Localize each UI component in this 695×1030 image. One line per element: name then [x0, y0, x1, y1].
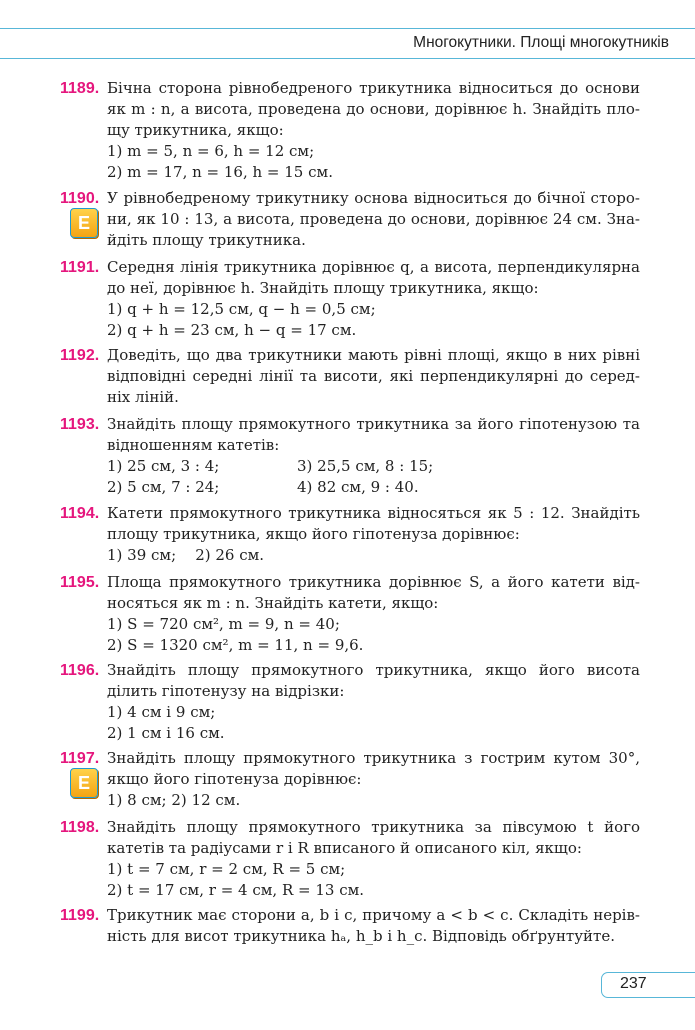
problem-line: 2) t = 17 см, r = 4 см, R = 13 см. [107, 881, 365, 899]
option: 2) 5 см, 7 : 24; [107, 478, 220, 496]
problem-line: 2) 1 см і 16 см. [107, 724, 225, 742]
problem-text [107, 78, 640, 183]
problem-text [107, 503, 640, 566]
problem-text [107, 817, 640, 901]
header-rule-top [0, 28, 695, 29]
problem-number: 1195. [60, 574, 100, 591]
problem-line: 1) 8 см; 2) 12 см. [107, 791, 241, 809]
problem-text [107, 414, 640, 498]
problem-line: відношенням катетів: [107, 436, 280, 454]
problem-number: 1199. [60, 907, 100, 924]
problem-line: носяться як m : n. Знайдіть катети, якщо: [107, 594, 439, 612]
option: 4) 82 см, 9 : 40. [297, 478, 419, 496]
problem-line: відповідні середні лінії та висоти, які перпендикулярні до серед- [107, 367, 640, 385]
problem-line: 1) 4 см і 9 см; [107, 703, 216, 721]
options-row [107, 477, 640, 498]
problem-number: 1192. [60, 347, 100, 364]
problem-line: У рівнобедреному трикутнику основа відноситься до бічної сторо- [107, 189, 640, 207]
option: 1) 25 см, 3 : 4; [107, 457, 220, 475]
problem-line: 2) q + h = 23 см, h − q = 17 см. [107, 321, 357, 339]
problem-text [107, 257, 640, 341]
problem-line: ність для висот трикутника hₐ, h_b і h_c. Відповідь обґрунтуйте. [107, 927, 616, 945]
problem-line: 2) S = 1320 см², m = 11, n = 9,6. [107, 636, 364, 654]
problem-number: 1189. [60, 80, 100, 97]
problem-line: Знайдіть площу прямокутного трикутника за його гіпотенузою та [107, 415, 640, 433]
problem-text [107, 660, 640, 744]
problem-text [107, 188, 640, 251]
option: 3) 25,5 см, 8 : 15; [297, 457, 434, 475]
problem-line: Знайдіть площу прямокутного трикутника за півсумою t його [107, 818, 640, 836]
running-header: Многокутники. Площі многокутників [413, 34, 669, 51]
problem-line: 2) m = 17, n = 16, h = 15 см. [107, 163, 333, 181]
problem-text [107, 748, 640, 811]
header-rule-bottom [0, 58, 695, 59]
problem-number: 1194. [60, 505, 100, 522]
problem-line: Знайдіть площу прямокутного трикутника з гострим кутом 30°, [107, 749, 640, 767]
e-badge-icon: Е [70, 208, 98, 238]
problem-line: як m : n, а висота, проведена до основи, дорівнює h. Знайдіть пло- [107, 100, 640, 118]
problem-line: 1) m = 5, n = 6, h = 12 см; [107, 142, 315, 160]
problem-line: 1) 39 см; 2) 26 см. [107, 546, 265, 564]
problem-line: Середня лінія трикутника дорівнює q, а висота, перпендикулярна [107, 258, 640, 276]
page-number-tab [601, 972, 695, 998]
options-row [107, 456, 640, 477]
problem-line: 1) q + h = 12,5 см, q − h = 0,5 см; [107, 300, 376, 318]
problem-line: ни, як 10 : 13, а висота, проведена до основи, дорівнює 24 см. Зна- [107, 210, 640, 228]
problem-number: 1191. [60, 259, 100, 276]
problem-text [107, 345, 640, 408]
problem-line: Катети прямокутного трикутника відносяться як 5 : 12. Знайдіть [107, 504, 640, 522]
e-badge-icon: Е [70, 768, 98, 798]
problem-number: 1190. [60, 190, 100, 207]
problem-line: 1) S = 720 см², m = 9, n = 40; [107, 615, 340, 633]
problem-line: Бічна сторона рівнобедреного трикутника відноситься до основи [107, 79, 640, 97]
problem-number: 1198. [60, 819, 100, 836]
problem-line: Знайдіть площу прямокутного трикутника, якщо його висота [107, 661, 640, 679]
problem-line: Трикутник має сторони a, b і c, причому a < b < c. Складіть нерів- [107, 906, 640, 924]
problem-text [107, 572, 640, 656]
problem-line: катетів та радіусами r і R вписаного й описаного кіл, якщо: [107, 839, 582, 857]
problem-line: площу трикутника, якщо його гіпотенуза дорівнює: [107, 525, 520, 543]
problem-number: 1196. [60, 662, 100, 679]
problem-line: якщо його гіпотенуза дорівнює: [107, 770, 362, 788]
problem-line: 1) t = 7 см, r = 2 см, R = 5 см; [107, 860, 346, 878]
problem-line: щу трикутника, якщо: [107, 121, 284, 139]
page-number: 237 [620, 975, 647, 992]
problem-text [107, 905, 640, 947]
problem-line: йдіть площу трикутника. [107, 231, 306, 249]
problem-line: Доведіть, що два трикутники мають рівні площі, якщо в них рівні [107, 346, 640, 364]
problem-line: Площа прямокутного трикутника дорівнює S, а його катети від- [107, 573, 640, 591]
problem-number: 1193. [60, 416, 100, 433]
problem-line: ніх ліній. [107, 388, 179, 406]
problem-number: 1197. [60, 750, 100, 767]
problem-line: ділить гіпотенузу на відрізки: [107, 682, 345, 700]
problem-line: до неї, дорівнює h. Знайдіть площу трикутника, якщо: [107, 279, 539, 297]
